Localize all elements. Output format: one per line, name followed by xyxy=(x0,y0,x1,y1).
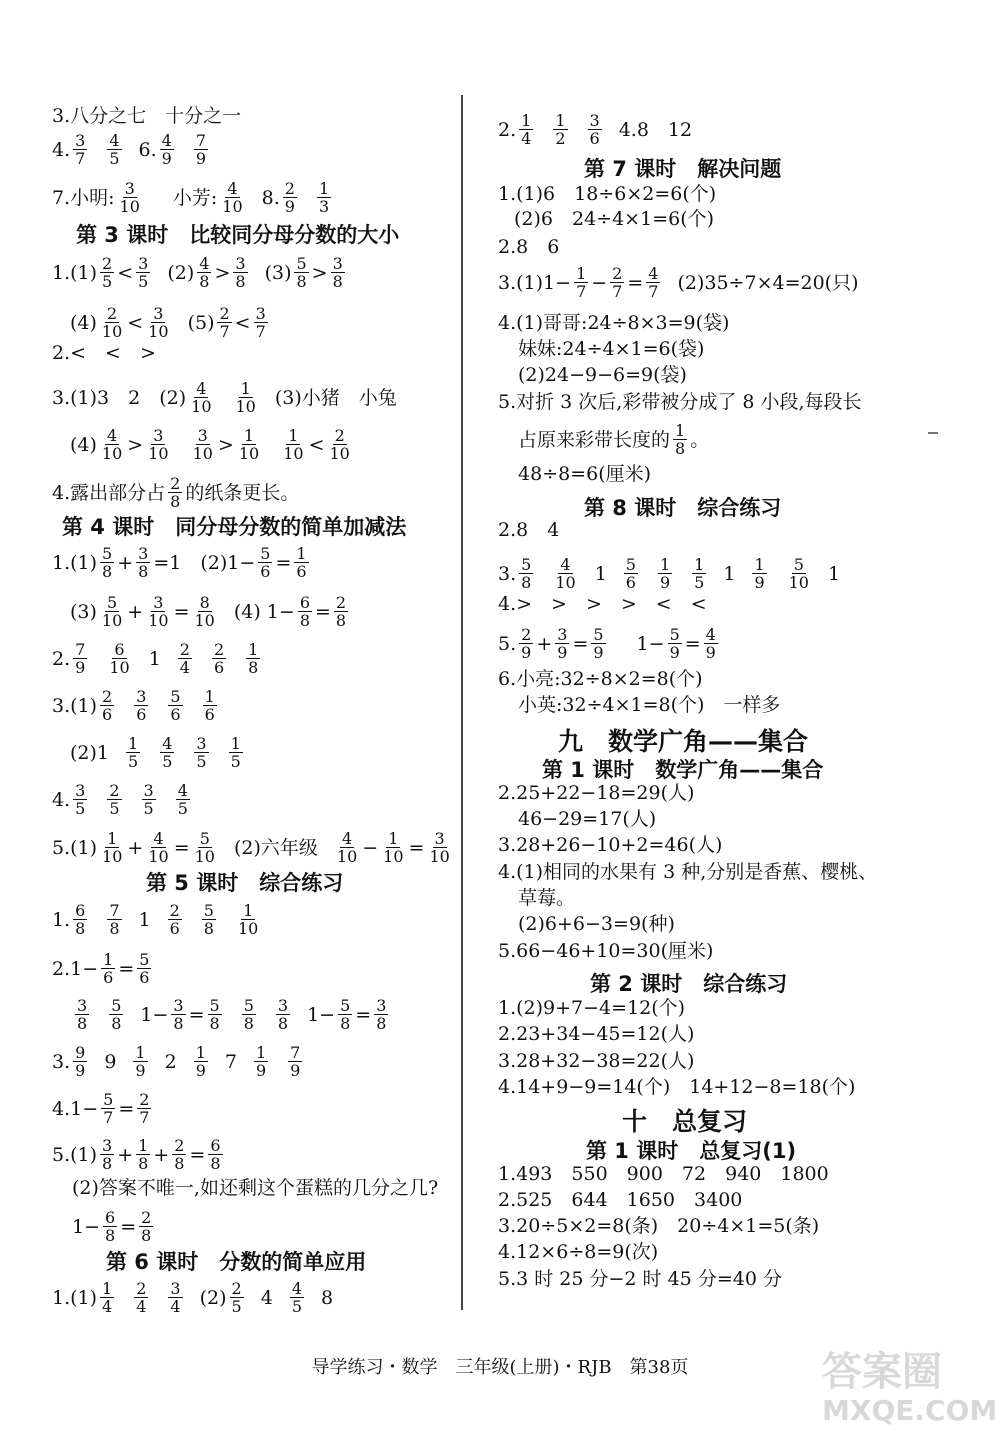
fraction: $\frac{2}{6}$ xyxy=(102,687,113,724)
fraction: $\frac{2}{4}$ xyxy=(136,1279,147,1316)
fraction: $\frac{6}{8}$ xyxy=(210,1136,221,1173)
fraction: $\frac{5}{7}$ xyxy=(103,1090,114,1127)
answer-line: 小英:32÷4×1=8(个) 一样多 xyxy=(518,694,781,716)
fraction: $\frac{1}{9}$ xyxy=(135,1043,146,1080)
fraction: $\frac{5}{8}$ xyxy=(102,544,113,581)
fraction: $\frac{1}{10}$ xyxy=(237,901,259,938)
fraction: $\frac{3}{8}$ xyxy=(235,254,246,291)
fraction: $\frac{1}{6}$ xyxy=(103,950,114,987)
fraction: $\frac{3}{10}$ xyxy=(148,426,169,463)
fraction: $\frac{1}{8}$ xyxy=(675,421,686,458)
fraction: $\frac{3}{5}$ xyxy=(75,781,86,818)
fraction: $\frac{1}{8}$ xyxy=(248,640,259,677)
answer-line: 草莓。 xyxy=(518,887,576,909)
chapter-heading: 十 总复习 xyxy=(622,1107,748,1136)
fraction: $\frac{3}{10}$ xyxy=(119,179,140,216)
fraction: $\frac{2}{5}$ xyxy=(102,254,113,291)
fraction: $\frac{1}{6}$ xyxy=(204,687,215,724)
answer-line: 2.1− $\frac{1}{6}$ = $\frac{5}{6}$ xyxy=(52,950,150,987)
fraction: $\frac{1}{8}$ xyxy=(138,1136,149,1173)
fraction: $\frac{4}{5}$ xyxy=(162,734,173,771)
chapter-heading: 九 数学广角——集合 xyxy=(558,727,809,756)
answer-line: 4.12×6÷8=9(次) xyxy=(498,1241,659,1263)
answer-line: (4) $\frac{4}{10}$ > $\frac{3}{10}$ $\frac{3}{10}$ > $\frac{1}{10}$ $\frac{1}{10}$ < $\frac{2}{10}$ xyxy=(70,426,350,463)
fraction: $\frac{5}{8}$ xyxy=(209,996,220,1033)
fraction: $\frac{5}{6}$ xyxy=(170,687,181,724)
fraction: $\frac{5}{8}$ xyxy=(203,901,214,938)
answer-line: 4. $\frac{3}{5}$ $\frac{2}{5}$ $\frac{3}{5}$ $\frac{4}{5}$ xyxy=(52,781,188,818)
fraction: $\frac{6}{8}$ xyxy=(299,593,310,630)
answer-line: 4.露出部分占 $\frac{2}{8}$ 的纸条更长。 xyxy=(52,474,300,511)
answer-line: (3) $\frac{5}{10}$ + $\frac{3}{10}$ = $\frac{8}{10}$ (4) 1− $\frac{6}{8}$ = $\frac{2}{8}$ xyxy=(70,593,347,630)
answer-line: 占原来彩带长度的 $\frac{1}{8}$ 。 xyxy=(518,421,710,458)
fraction: $\frac{5}{10}$ xyxy=(194,829,215,866)
fraction: $\frac{3}{10}$ xyxy=(148,593,169,630)
watermark xyxy=(822,1349,998,1430)
watermark-text: 答案圈 xyxy=(822,1349,942,1395)
answer-line: (2)1 $\frac{1}{5}$ $\frac{4}{5}$ $\frac{3}{5}$ $\frac{1}{5}$ xyxy=(70,734,241,771)
answer-line: 4. $\frac{3}{7}$ $\frac{4}{5}$ 6. $\frac{4}{9}$ $\frac{7}{9}$ xyxy=(52,131,207,168)
answer-line: 48÷8=6(厘米) xyxy=(518,463,652,485)
fraction: $\frac{5}{6}$ xyxy=(139,950,150,987)
section-heading: 第 8 课时 综合练习 xyxy=(584,496,782,520)
section-heading: 第 3 课时 比较同分母分数的大小 xyxy=(76,223,400,247)
fraction: $\frac{1}{9}$ xyxy=(255,1043,267,1080)
answer-line: 2. $\frac{1}{4}$ $\frac{1}{2}$ $\frac{3}{6}$ 4.8 12 xyxy=(498,111,693,148)
fraction: $\frac{1}{7}$ xyxy=(576,264,587,301)
fraction: $\frac{3}{7}$ xyxy=(255,304,266,341)
fraction: $\frac{5}{8}$ xyxy=(340,996,351,1033)
fraction: $\frac{2}{4}$ xyxy=(179,640,190,677)
fraction: $\frac{4}{7}$ xyxy=(648,264,659,301)
fraction: $\frac{3}{5}$ xyxy=(196,734,207,771)
answer-line: 1.(1)6 18÷6×2=6(个) xyxy=(498,183,717,205)
section-heading: 第 4 课时 同分母分数的简单加减法 xyxy=(62,515,407,539)
fraction: $\frac{2}{8}$ xyxy=(174,1136,185,1173)
fraction: $\frac{3}{10}$ xyxy=(429,829,450,866)
fraction: $\frac{2}{9}$ xyxy=(521,625,532,662)
fraction: $\frac{4}{10}$ xyxy=(336,829,358,866)
fraction: $\frac{3}{8}$ xyxy=(138,544,149,581)
answer-line: 4.> > > > < < xyxy=(498,593,707,615)
fraction: $\frac{5}{6}$ xyxy=(625,555,636,592)
answer-line: 6.小亮:32÷8×2=8(个) xyxy=(498,668,703,690)
fraction: $\frac{1}{10}$ xyxy=(238,426,260,463)
section-heading: 第 7 课时 解决问题 xyxy=(584,157,782,181)
fraction: $\frac{2}{8}$ xyxy=(141,1208,152,1245)
answer-line: 4.(1)相同的水果有 3 种,分别是香蕉、樱桃、 xyxy=(498,861,878,883)
answer-line: (2)24−9−6=9(袋) xyxy=(518,364,687,386)
fraction: $\frac{1}{6}$ xyxy=(296,544,307,581)
fraction: $\frac{2}{7}$ xyxy=(139,1090,150,1127)
answer-line: 1. $\frac{6}{8}$ $\frac{7}{8}$ 1 $\frac{2}{6}$ $\frac{5}{8}$ $\frac{1}{10}$ xyxy=(52,901,259,938)
answer-line: 5.对折 3 次后,彩带被分成了 8 小段,每段长 xyxy=(498,391,862,413)
answer-line: 妹妹:24÷4×1=6(袋) xyxy=(518,338,705,360)
answer-line: (2)6+6−3=9(种) xyxy=(518,913,675,935)
fraction: $\frac{4}{9}$ xyxy=(161,131,172,168)
fraction: $\frac{1}{9}$ xyxy=(754,555,765,592)
fraction: $\frac{1}{5}$ xyxy=(230,734,241,771)
answer-line: 2.25+22−18=29(人) xyxy=(498,782,695,804)
answer-line: 3.八分之七 十分之一 xyxy=(52,105,242,127)
fraction: $\frac{6}{10}$ xyxy=(109,640,130,677)
fraction: $\frac{1}{4}$ xyxy=(102,1279,113,1316)
section-heading: 第 1 课时 数学广角——集合 xyxy=(542,758,824,782)
fraction: $\frac{4}{10}$ xyxy=(222,179,243,216)
fraction: $\frac{4}{10}$ xyxy=(148,829,169,866)
fraction: $\frac{5}{8}$ xyxy=(111,996,122,1033)
answer-line: 3.(1) $\frac{2}{6}$ $\frac{3}{6}$ $\frac{5}{6}$ $\frac{1}{6}$ xyxy=(52,687,215,724)
fraction: $\frac{2}{8}$ xyxy=(170,474,181,511)
fraction: $\frac{5}{10}$ xyxy=(101,593,123,630)
answer-line: 4.(1)哥哥:24÷8×3=9(袋) xyxy=(498,312,730,334)
fraction: $\frac{3}{8}$ xyxy=(332,254,343,291)
answer-line: 3. $\frac{9}{9}$ 9 $\frac{1}{9}$ 2 $\frac{1}{9}$ 7 $\frac{1}{9}$ $\frac{7}{9}$ xyxy=(52,1043,301,1080)
margin-mark xyxy=(928,432,938,434)
answer-line: 1− $\frac{6}{8}$ = $\frac{2}{8}$ xyxy=(72,1208,152,1245)
fraction: $\frac{3}{8}$ xyxy=(77,996,88,1033)
fraction: $\frac{3}{8}$ xyxy=(376,996,387,1033)
answer-line: 2.8 4 xyxy=(498,519,560,541)
fraction: $\frac{1}{10}$ xyxy=(102,829,123,866)
fraction: $\frac{8}{10}$ xyxy=(194,593,215,630)
fraction: $\frac{6}{8}$ xyxy=(105,1208,116,1245)
answer-line: 1.493 550 900 72 940 1800 xyxy=(498,1163,829,1185)
watermark-url: MXQE.COM xyxy=(822,1394,998,1427)
answer-line: 5.(1) $\frac{1}{10}$ + $\frac{4}{10}$ = $\frac{5}{10}$ (2)六年级 $\frac{4}{10}$ − $\frac{1}{10}$ = $\frac{3}{10}$ xyxy=(52,829,450,866)
answer-line: 3.28+26−10+2=46(人) xyxy=(498,834,723,856)
fraction: $\frac{4}{5}$ xyxy=(109,131,120,168)
fraction: $\frac{6}{8}$ xyxy=(75,901,86,938)
page-footer: 导学练习・数学 三年级(上册)・RJB 第38页 xyxy=(311,1357,689,1378)
answer-line: 3.(1)1− $\frac{1}{7}$ − $\frac{2}{7}$ = $\frac{4}{7}$ (2)35÷7×4=20(只) xyxy=(498,264,859,301)
fraction: $\frac{5}{10}$ xyxy=(788,555,809,592)
fraction: $\frac{2}{10}$ xyxy=(101,304,123,341)
section-heading: 第 2 课时 综合练习 xyxy=(590,972,788,996)
answer-line: 2. $\frac{7}{9}$ $\frac{6}{10}$ 1 $\frac{2}{4}$ $\frac{2}{6}$ $\frac{1}{8}$ xyxy=(52,640,259,677)
fraction: $\frac{3}{8}$ xyxy=(102,1136,113,1173)
fraction: $\frac{1}{4}$ xyxy=(521,111,532,148)
fraction: $\frac{3}{8}$ xyxy=(173,996,184,1033)
fraction: $\frac{2}{5}$ xyxy=(231,1279,242,1316)
answer-line: 3. $\frac{5}{8}$ $\frac{4}{10}$ 1 $\frac{5}{6}$ $\frac{1}{9}$ $\frac{1}{5}$ 1 $\frac{1}{9}$ $\frac{5}{10}$ 1 xyxy=(498,555,841,592)
answer-line: 3.28+32−38=22(人) xyxy=(498,1050,695,1072)
fraction: $\frac{1}{5}$ xyxy=(128,734,139,771)
answer-line: 4.14+9−9=14(个) 14+12−8=18(个) xyxy=(498,1076,856,1098)
fraction: $\frac{2}{6}$ xyxy=(169,901,180,938)
answer-line: 2.< < > xyxy=(52,342,156,364)
answer-line: 3.(1)3 2 (2) $\frac{4}{10}$ $\frac{1}{10}$ (3)小猪 小兔 xyxy=(52,379,397,416)
fraction: $\frac{1}{10}$ xyxy=(235,379,256,416)
fraction: $\frac{2}{10}$ xyxy=(329,426,350,463)
column-divider xyxy=(461,95,463,1310)
answer-line: 4.1− $\frac{5}{7}$ = $\frac{2}{7}$ xyxy=(52,1090,150,1127)
fraction: $\frac{3}{10}$ xyxy=(148,304,169,341)
fraction: $\frac{9}{9}$ xyxy=(75,1043,86,1080)
section-heading: 第 1 课时 总复习(1) xyxy=(586,1139,797,1163)
fraction: $\frac{1}{5}$ xyxy=(694,555,705,592)
fraction: $\frac{1}{9}$ xyxy=(659,555,671,592)
fraction: $\frac{2}{7}$ xyxy=(219,304,230,341)
answer-line: 5.3 时 25 分−2 时 45 分=40 分 xyxy=(498,1268,782,1290)
answer-line: (4) $\frac{2}{10}$ < $\frac{3}{10}$ (5) $\frac{2}{7}$ < $\frac{3}{7}$ xyxy=(70,304,266,341)
fraction: $\frac{1}{3}$ xyxy=(318,179,330,216)
fraction: $\frac{5}{8}$ xyxy=(243,996,254,1033)
answer-line: 46−29=17(人) xyxy=(518,808,657,830)
fraction: $\frac{4}{10}$ xyxy=(101,426,123,463)
answer-line: 1.(1) $\frac{5}{8}$ + $\frac{3}{8}$ =1 (2)1− $\frac{5}{6}$ = $\frac{1}{6}$ xyxy=(52,544,307,581)
fraction: $\frac{1}{10}$ xyxy=(283,426,304,463)
fraction: $\frac{5}{8}$ xyxy=(296,254,307,291)
answer-line: 3.20÷5×2=8(条) 20÷4×1=5(条) xyxy=(498,1215,820,1237)
fraction: $\frac{3}{4}$ xyxy=(170,1279,181,1316)
fraction: $\frac{4}{10}$ xyxy=(555,555,576,592)
answer-line: 5.66−46+10=30(厘米) xyxy=(498,940,714,962)
answer-line: 2.525 644 1650 3400 xyxy=(498,1189,743,1211)
fraction: $\frac{4}{10}$ xyxy=(191,379,212,416)
fraction: $\frac{4}{9}$ xyxy=(705,625,716,662)
section-heading: 第 6 课时 分数的简单应用 xyxy=(106,1250,367,1274)
fraction: $\frac{7}{8}$ xyxy=(109,901,120,938)
fraction: $\frac{7}{9}$ xyxy=(75,640,86,677)
fraction: $\frac{1}{2}$ xyxy=(555,111,566,148)
fraction: $\frac{3}{7}$ xyxy=(75,131,86,168)
answer-line: 2.8 6 xyxy=(498,236,560,258)
fraction: $\frac{3}{5}$ xyxy=(138,254,149,291)
answer-line: 1.(1) $\frac{2}{5}$ < $\frac{3}{5}$ (2) $\frac{4}{8}$ > $\frac{3}{8}$ (3) $\frac{5}{8}$ > $\frac{3}{8}$ xyxy=(52,254,343,291)
answer-line: 7.小明: $\frac{3}{10}$ 小芳: $\frac{4}{10}$ 8. $\frac{2}{9}$ $\frac{1}{3}$ xyxy=(52,179,330,216)
answer-line: $\frac{3}{8}$ $\frac{5}{8}$ 1− $\frac{3}{8}$ = $\frac{5}{8}$ $\frac{5}{8}$ $\frac{3}{8}$ 1− $\frac{5}{8}$ = $\frac{3}{8}$ xyxy=(77,996,387,1033)
fraction: $\frac{5}{6}$ xyxy=(260,544,271,581)
fraction: $\frac{3}{6}$ xyxy=(589,111,600,148)
fraction: $\frac{2}{9}$ xyxy=(284,179,295,216)
fraction: $\frac{7}{9}$ xyxy=(195,131,207,168)
fraction: $\frac{2}{7}$ xyxy=(612,264,623,301)
fraction: $\frac{2}{5}$ xyxy=(109,781,120,818)
fraction: $\frac{2}{8}$ xyxy=(335,593,347,630)
fraction: $\frac{3}{5}$ xyxy=(143,781,154,818)
answer-line: 2.23+34−45=12(人) xyxy=(498,1023,695,1045)
fraction: $\frac{5}{9}$ xyxy=(593,625,604,662)
fraction: $\frac{2}{6}$ xyxy=(213,640,225,677)
fraction: $\frac{3}{9}$ xyxy=(557,625,568,662)
answer-line: (2)6 24÷4×1=6(个) xyxy=(514,208,715,230)
fraction: $\frac{5}{9}$ xyxy=(669,625,680,662)
fraction: $\frac{4}{5}$ xyxy=(291,1279,302,1316)
fraction: $\frac{4}{5}$ xyxy=(177,781,188,818)
answer-line: 5.(1) $\frac{3}{8}$ + $\frac{1}{8}$ + $\frac{2}{8}$ = $\frac{6}{8}$ xyxy=(52,1136,221,1173)
fraction: $\frac{5}{8}$ xyxy=(521,555,532,592)
fraction: $\frac{3}{8}$ xyxy=(277,996,289,1033)
answer-line: 5. $\frac{2}{9}$ + $\frac{3}{9}$ = $\frac{5}{9}$ 1− $\frac{5}{9}$ = $\frac{4}{9}$ xyxy=(498,625,716,662)
answer-line: 1.(1) $\frac{1}{4}$ $\frac{2}{4}$ $\frac{3}{4}$ (2) $\frac{2}{5}$ 4 $\frac{4}{5}$ 8 xyxy=(52,1279,334,1316)
fraction: $\frac{3}{10}$ xyxy=(192,426,213,463)
answer-line: (2)答案不唯一,如还剩这个蛋糕的几分之几? xyxy=(72,1177,439,1199)
answer-line: 1.(2)9+7−4=12(个) xyxy=(498,997,686,1019)
fraction: $\frac{3}{6}$ xyxy=(136,687,147,724)
fraction: $\frac{7}{9}$ xyxy=(290,1043,301,1080)
fraction: $\frac{4}{8}$ xyxy=(199,254,210,291)
fraction: $\frac{1}{10}$ xyxy=(383,829,404,866)
section-heading: 第 5 课时 综合练习 xyxy=(146,871,344,895)
fraction: $\frac{1}{9}$ xyxy=(195,1043,206,1080)
